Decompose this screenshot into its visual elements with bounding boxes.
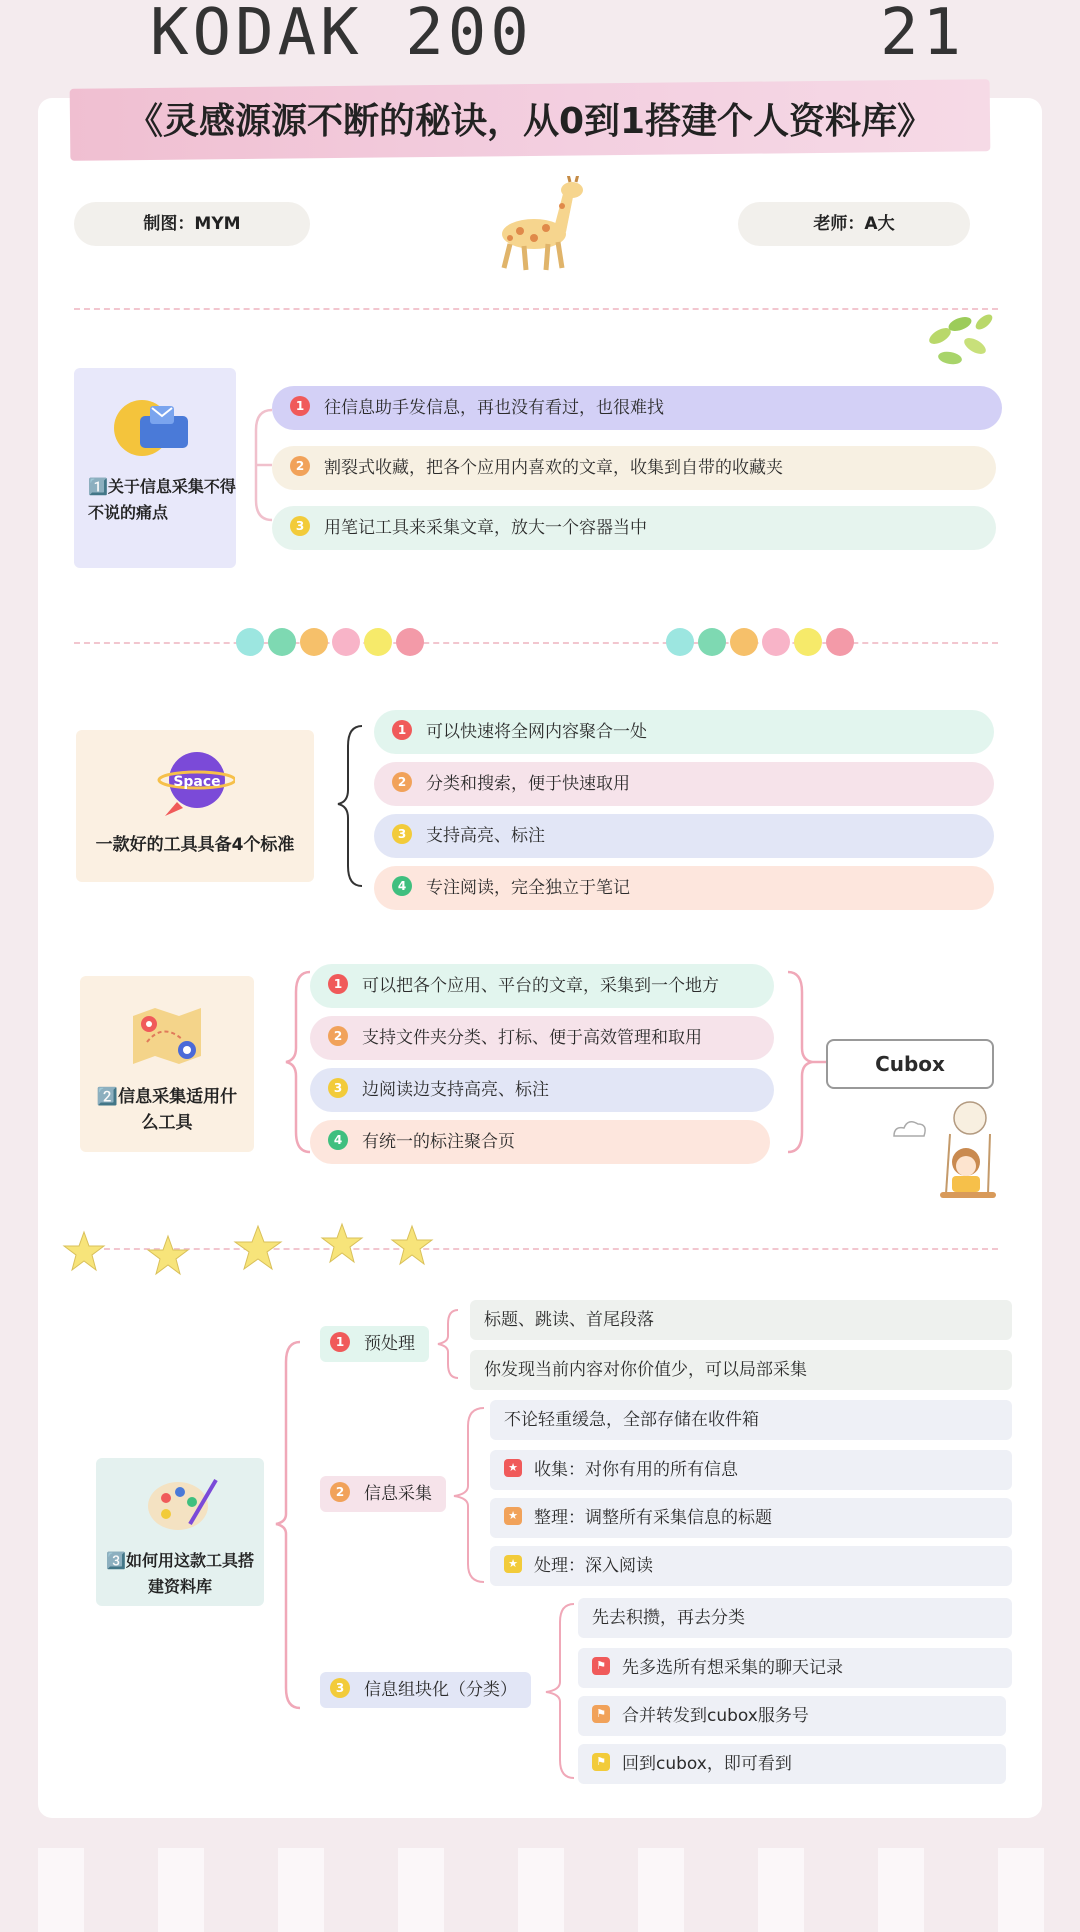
cubox-tool-box: Cubox (826, 1039, 994, 1089)
section2-item (374, 866, 994, 910)
number-badge: 3 (330, 1678, 350, 1698)
teacher-label: 老师：A大 (738, 202, 970, 246)
leaf-text: 回到cubox，即可看到 (622, 1754, 792, 1774)
item-text: 割裂式收藏，把各个应用内喜欢的文章，收集到自带的收藏夹 (324, 458, 783, 478)
section2-item (374, 762, 994, 806)
group-chunking (320, 1672, 531, 1708)
item-text: 用笔记工具来采集文章，放大一个容器当中 (324, 518, 647, 538)
leaf-item (578, 1696, 1006, 1736)
planet-label: Space (173, 774, 221, 790)
leaf-text: 先多选所有想采集的聊天记录 (622, 1658, 843, 1678)
section3-item (310, 1016, 774, 1060)
section2-item (374, 710, 994, 754)
leaf-text: 处理：深入阅读 (534, 1556, 653, 1576)
flag-icon: ⚑ (592, 1657, 610, 1675)
section1-bracket (244, 400, 274, 530)
section3-label: 2️⃣信息采集适用什么工具 (96, 1087, 238, 1133)
section3-item (310, 964, 774, 1008)
section3-bracket-right (782, 964, 826, 1164)
folder-mail-icon (110, 392, 200, 462)
number-badge: 2 (392, 772, 412, 792)
item-text: 有统一的标注聚合页 (362, 1132, 515, 1152)
star-icon: ★ (504, 1507, 522, 1525)
number-badge: 1 (392, 720, 412, 740)
leaf-item (470, 1350, 1012, 1390)
item-text: 可以把各个应用、平台的文章，采集到一个地方 (362, 976, 719, 996)
item-text: 可以快速将全网内容聚合一处 (426, 722, 647, 742)
leaf-item (490, 1498, 1012, 1538)
divider (74, 308, 998, 310)
section1-item (272, 506, 996, 550)
leaf-text: 标题、跳读、首尾段落 (484, 1310, 654, 1330)
maker-label: 制图：MYM (74, 202, 310, 246)
page-title: 《灵感源源不断的秘诀，从0到1搭建个人资料库》 (126, 101, 934, 142)
leaf-item (490, 1450, 1012, 1490)
section1-item (272, 386, 1002, 430)
number-badge: 3 (290, 516, 310, 536)
leaf-text: 你发现当前内容对你价值少，可以局部采集 (484, 1360, 807, 1380)
swing-girl-illustration (890, 1098, 1000, 1210)
item-text: 支持文件夹分类、打标、便于高效管理和取用 (362, 1028, 702, 1048)
section4-card (96, 1458, 264, 1606)
leaf-item (490, 1546, 1012, 1586)
map-pin-icon (127, 1002, 207, 1066)
number-badge: 4 (328, 1130, 348, 1150)
section4-label: 3️⃣如何用这款工具搭建资料库 (106, 1551, 254, 1596)
group-label: 预处理 (364, 1334, 415, 1354)
bracket (534, 1596, 578, 1788)
stars-decoration (60, 1220, 440, 1284)
number-badge: 2 (330, 1482, 350, 1502)
group-preprocess (320, 1326, 429, 1362)
leaves-decoration (920, 306, 1000, 376)
bracket (444, 1400, 488, 1592)
leaf-text: 收集：对你有用的所有信息 (534, 1460, 738, 1480)
number-badge: 3 (392, 824, 412, 844)
film-number: 21 (880, 0, 966, 70)
number-badge: 3 (328, 1078, 348, 1098)
giraffe-icon (490, 176, 590, 276)
group-collection (320, 1476, 446, 1512)
group-label: 信息组块化（分类） (364, 1680, 517, 1700)
film-header (0, 0, 1080, 80)
section3-card (80, 976, 254, 1152)
section2-label: 一款好的工具具备4个标准 (95, 835, 295, 855)
leaf-item (578, 1598, 1012, 1638)
section1-label: 1️⃣关于信息采集不得不说的痛点 (88, 477, 236, 522)
section4-bracket (272, 1336, 302, 1716)
bracket (432, 1304, 460, 1384)
leaf-item (578, 1648, 1012, 1688)
item-text: 专注阅读，完全独立于笔记 (426, 878, 630, 898)
section2-card (76, 730, 314, 882)
leaf-text: 不论轻重缓急，全部存储在收件箱 (504, 1410, 759, 1430)
flower-dots-decoration (662, 624, 862, 660)
leaf-item (578, 1744, 1006, 1784)
section1-item (272, 446, 996, 490)
section1-card (74, 368, 236, 568)
palette-icon (140, 1472, 220, 1536)
item-text: 支持高亮、标注 (426, 826, 545, 846)
number-badge: 1 (328, 974, 348, 994)
flower-dots-decoration (232, 624, 432, 660)
leaf-text: 先去积攒，再去分类 (592, 1608, 745, 1628)
number-badge: 1 (330, 1332, 350, 1352)
section3-item (310, 1120, 770, 1164)
number-badge: 2 (328, 1026, 348, 1046)
number-badge: 2 (290, 456, 310, 476)
film-brand: KODAK 200 (150, 0, 533, 70)
group-label: 信息采集 (364, 1484, 432, 1504)
leaf-text: 整理：调整所有采集信息的标题 (534, 1508, 772, 1528)
leaf-text: 合并转发到cubox服务号 (622, 1706, 809, 1726)
flag-icon: ⚑ (592, 1705, 610, 1723)
film-sprockets (0, 1848, 1080, 1932)
star-icon: ★ (504, 1459, 522, 1477)
number-badge: 1 (290, 396, 310, 416)
rocket-planet-icon (155, 746, 235, 822)
section3-item (310, 1068, 774, 1112)
item-text: 往信息助手发信息，再也没有看过，也很难找 (324, 398, 664, 418)
leaf-item (490, 1400, 1012, 1440)
leaf-item (470, 1300, 1012, 1340)
flag-icon: ⚑ (592, 1753, 610, 1771)
section2-bracket (332, 716, 368, 896)
item-text: 边阅读边支持高亮、标注 (362, 1080, 549, 1100)
item-text: 分类和搜索，便于快速取用 (426, 774, 630, 794)
star-icon: ★ (504, 1555, 522, 1573)
number-badge: 4 (392, 876, 412, 896)
section2-item (374, 814, 994, 858)
